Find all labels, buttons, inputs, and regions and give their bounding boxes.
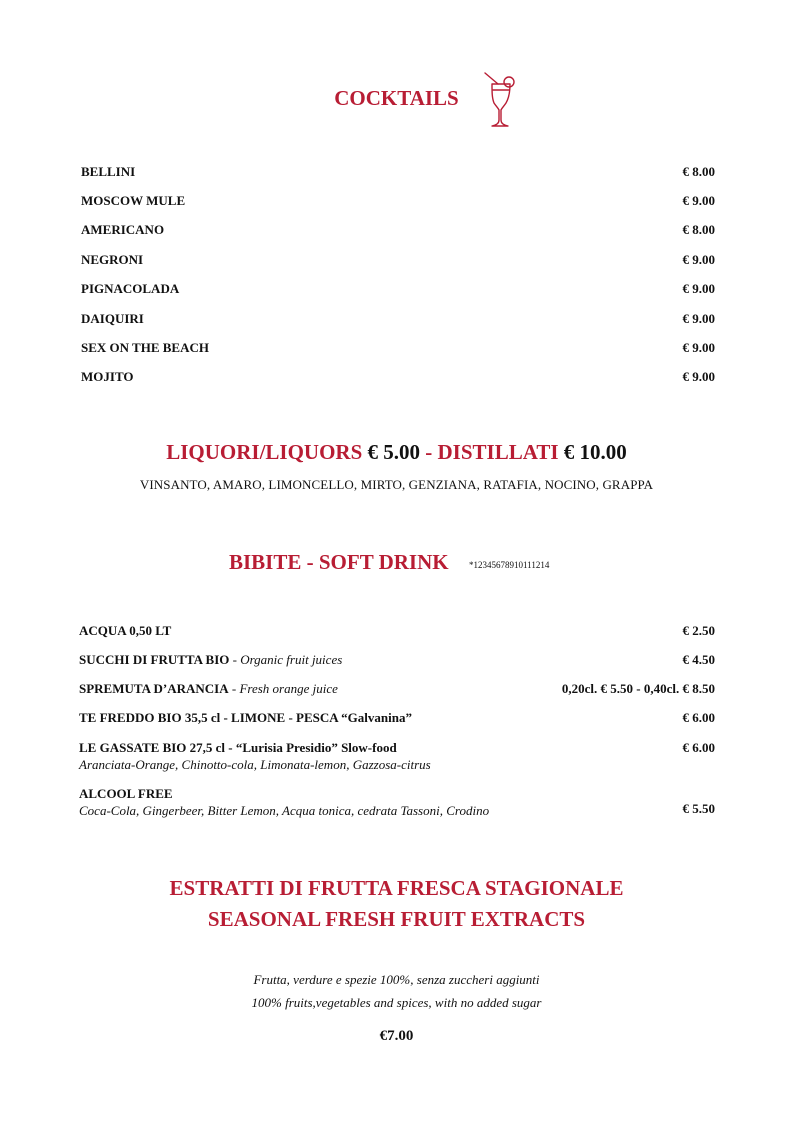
estratti-price: €7.00: [379, 1028, 414, 1044]
cocktail-name: MOSCOW MULE: [81, 193, 186, 208]
drink-row: [79, 710, 715, 726]
drink-price: € 5.50: [682, 801, 715, 816]
drink-row: [79, 740, 715, 773]
drink-name: SPREMUTA D’ARANCIA: [79, 681, 229, 696]
estratti-note-it: Frutta, verdure e spezie 100%, senza zuccheri aggiunti: [253, 972, 540, 987]
drink-sub: Aranciata-Orange, Chinotto-cola, Limonata-lemon, Gazzosa-citrus: [79, 757, 431, 772]
drink-sub: Coca-Cola, Gingerbeer, Bitter Lemon, Acqua tonica, cedrata Tassoni, Crodino: [79, 803, 490, 818]
cocktail-name: PIGNACOLADA: [81, 281, 180, 296]
drink-name: ALCOOL FREE: [79, 786, 173, 801]
cocktail-row: [81, 252, 715, 270]
estratti-title-it: ESTRATTI DI FRUTTA FRESCA STAGIONALE: [169, 876, 624, 900]
bibite-title: BIBITE - SOFT DRINK: [229, 550, 449, 574]
liquori-label: LIQUORI/LIQUORS: [166, 440, 363, 464]
drink-row: [79, 652, 715, 668]
drink-row: [79, 681, 715, 697]
cocktail-price: € 9.00: [682, 193, 715, 208]
distillati-label: - DISTILLATI: [425, 440, 559, 464]
liquori-heading: [0, 440, 793, 465]
liquori-list: VINSANTO, AMARO, LIMONCELLO, MIRTO, GENZIANA, RATAFIA, NOCINO, GRAPPA: [139, 477, 654, 492]
cocktail-row: [81, 311, 715, 329]
liquori-price: € 5.00: [362, 440, 426, 464]
cocktail-price: € 9.00: [682, 252, 715, 267]
drink-price: € 6.00: [682, 740, 715, 755]
drink-price: € 4.50: [682, 652, 715, 667]
drink-price: € 6.00: [682, 710, 715, 725]
cocktail-price: € 9.00: [682, 369, 715, 384]
estratti-title-en: SEASONAL FRESH FRUIT EXTRACTS: [207, 907, 586, 931]
cocktail-name: MOJITO: [81, 369, 134, 384]
drink-name: LE GASSATE BIO 27,5 cl - “Lurisia Presidio” Slow-food: [79, 740, 397, 755]
cocktail-price: € 9.00: [682, 340, 715, 355]
cocktail-price: € 9.00: [682, 311, 715, 326]
cocktail-name: BELLINI: [81, 164, 136, 179]
cocktail-row: [81, 164, 715, 182]
cocktail-price: € 9.00: [682, 281, 715, 296]
cocktail-row: [81, 193, 715, 211]
cocktail-name: AMERICANO: [81, 222, 165, 237]
cocktail-glass-icon: [482, 70, 518, 132]
cocktail-price: € 8.00: [682, 222, 715, 237]
drink-price: 0,20cl. € 5.50 - 0,40cl. € 8.50: [561, 681, 715, 696]
cocktail-row: [81, 340, 715, 358]
cocktail-name: DAIQUIRI: [81, 311, 144, 326]
cocktail-price: € 8.00: [682, 164, 715, 179]
drink-desc: - Fresh orange juice: [228, 681, 338, 696]
cocktail-row: [81, 222, 715, 240]
drink-name: TE FREDDO BIO 35,5 cl - LIMONE - PESCA “Galvanina”: [79, 710, 412, 725]
drink-name: ACQUA 0,50 LT: [79, 623, 172, 638]
cocktail-name: SEX ON THE BEACH: [81, 340, 209, 355]
drink-row: [79, 623, 715, 639]
drink-name: SUCCHI DI FRUTTA BIO: [79, 652, 230, 667]
drink-row: [79, 786, 715, 819]
drink-desc: - Organic fruit juices: [229, 652, 343, 667]
cocktail-row: [81, 281, 715, 299]
distillati-price: € 10.00: [558, 440, 627, 464]
drink-price: € 2.50: [682, 623, 715, 638]
cocktail-row: [81, 369, 715, 387]
cocktail-name: NEGRONI: [81, 252, 144, 267]
bibite-note: *12345678910111214: [469, 560, 550, 570]
cocktails-title: COCKTAILS: [334, 86, 459, 110]
estratti-note-en: 100% fruits,vegetables and spices, with no added sugar: [251, 995, 542, 1010]
